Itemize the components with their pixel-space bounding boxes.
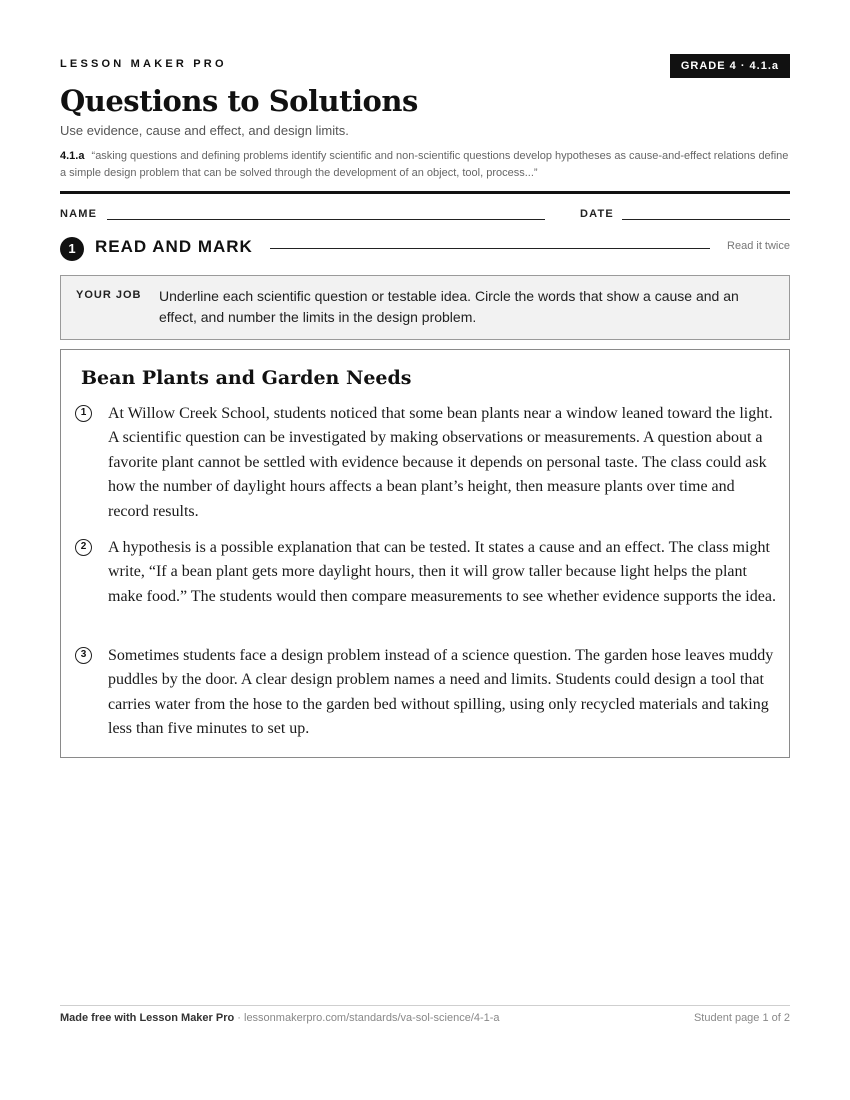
paragraph-text: At Willow Creek School, students noticed that some bean plants near a window leaned toward the light. A scientific question can be investigated by making observations or measurements. A question about a favorite plant cannot be settled with evidence because it depends on personal taste. The class could ask how the number of daylight hours affects a bean plant’s height, then measure plants over time and record results.	[108, 405, 773, 520]
your-job-label: YOUR JOB	[76, 289, 142, 301]
passage-title: Bean Plants and Garden Needs	[81, 367, 412, 389]
name-date-row	[60, 206, 790, 222]
standard-text: “asking questions and defining problems identify scientific and non-scientific questions develop hypotheses as cause-and-effect relations define a simple design problem that can be solved through the development of an object, tool, process...”	[60, 150, 789, 179]
brand-name: LESSON MAKER PRO	[60, 58, 227, 70]
page-subtitle: Use evidence, cause and effect, and design limits.	[60, 123, 349, 138]
footer	[60, 1012, 790, 1024]
section-title: READ AND MARK	[95, 237, 253, 256]
header	[60, 54, 790, 78]
name-field[interactable]	[107, 219, 545, 220]
page-title: Questions to Solutions	[60, 84, 418, 118]
footer-page-count: Student page 1 of 2	[693, 1012, 790, 1024]
paragraph-number: 3	[75, 647, 92, 664]
date-field[interactable]	[622, 219, 790, 220]
footer-made-with: Made free with Lesson Maker Pro	[60, 1012, 235, 1024]
section-read-and-mark	[60, 236, 790, 260]
reading-passage	[60, 349, 790, 758]
standard-statement	[60, 148, 790, 182]
paragraph-number: 1	[75, 405, 92, 422]
header-divider	[60, 191, 790, 194]
section-note: Read it twice	[727, 240, 790, 252]
section-number-badge: 1	[60, 237, 84, 261]
footer-url: lessonmakerpro.com/standards/va-sol-science/4-1-a	[244, 1012, 500, 1024]
grade-badge: GRADE 4 · 4.1.a	[670, 54, 790, 78]
date-label: DATE	[580, 208, 614, 220]
name-label: NAME	[60, 208, 98, 220]
section-divider	[270, 248, 710, 249]
footer-separator: ·	[234, 1012, 244, 1024]
paragraph-text: Sometimes students face a design problem instead of a science question. The garden hose leaves muddy puddles by the door. A clear design problem names a need and limits. Students could design a tool that carries water from the hose to the garden bed without spilling, using only recycled materials and taking less than five minutes to set up.	[108, 647, 774, 738]
your-job-text: Underline each scientific question or testable idea. Circle the words that show a cause and an effect, and number the limits in the design problem.	[159, 288, 739, 325]
standard-code: 4.1.a	[60, 150, 85, 162]
your-job-box	[60, 275, 790, 340]
paragraph-text: A hypothesis is a possible explanation that can be tested. It states a cause and an effect. The class might write, “If a bean plant gets more daylight hours, then it will grow taller because light helps the plant make food.” The students would then compare measurements to see whether evidence supports the idea.	[108, 539, 776, 605]
footer-divider	[60, 1005, 790, 1006]
paragraph-number: 2	[75, 539, 92, 556]
